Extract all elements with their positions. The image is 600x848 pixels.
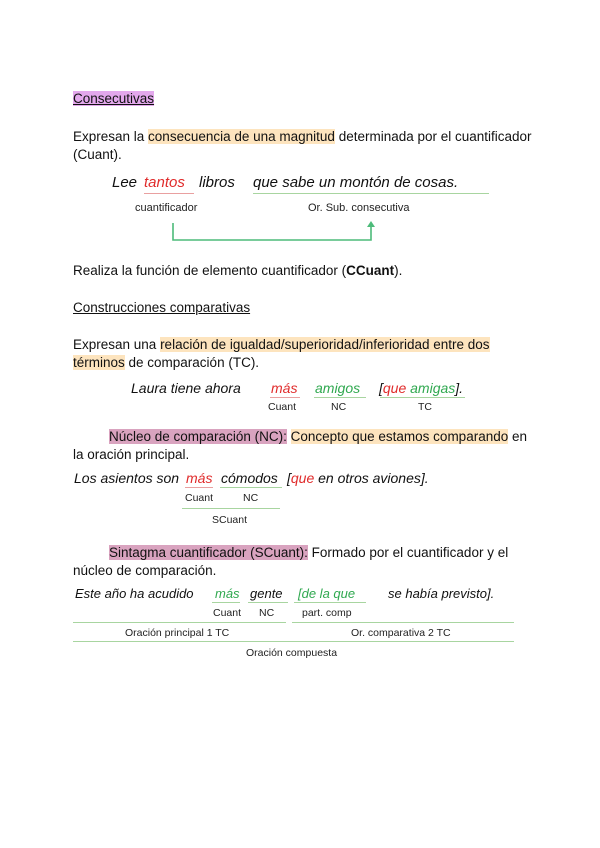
ex1-word-tantos: tantos bbox=[144, 174, 185, 191]
ex3-label-cuant: Cuant bbox=[185, 492, 214, 504]
ex3-underline-scuant bbox=[182, 508, 280, 509]
ex4-underline-gente bbox=[248, 602, 288, 603]
ex3-underline-comodos bbox=[220, 487, 282, 488]
ex2-word-laura: Laura tiene ahora bbox=[131, 380, 241, 396]
ex2-word-mas: más bbox=[271, 380, 298, 396]
ex2-label-nc: NC bbox=[331, 401, 347, 413]
ex1-arrow bbox=[170, 220, 380, 244]
ex4-label-nc: NC bbox=[259, 607, 275, 619]
ex4-underline-de-la-que bbox=[294, 602, 366, 603]
ex4-underline-mas bbox=[212, 602, 240, 603]
ex4-label-comparativa: Or. comparativa 2 TC bbox=[351, 627, 451, 639]
ex2-word-amigos: amigos bbox=[315, 380, 361, 396]
ex1-label-cuantificador: cuantificador bbox=[135, 202, 198, 214]
ex4-label-part-comp: part. comp bbox=[302, 607, 352, 619]
ex3-word-mas: más bbox=[186, 470, 213, 486]
ex2-underline-tc bbox=[380, 397, 465, 398]
ex4-word-de-la-que: [de la que bbox=[298, 586, 356, 601]
ex3-tc: [que en otros aviones]. bbox=[287, 470, 429, 486]
paragraph-comparativas: Expresan una relación de igualdad/superioridad/inferioridad entre dos términos de comparación (TC). bbox=[73, 337, 490, 370]
ex3-label-nc: NC bbox=[243, 492, 259, 504]
section-title-consecutivas: Consecutivas bbox=[73, 91, 155, 106]
ex3-word-comodos: cómodos bbox=[221, 470, 278, 486]
ex4-word-este-ano: Este año ha acudido bbox=[75, 586, 194, 601]
ex2-underline-mas bbox=[270, 397, 300, 398]
ex3-label-scuant: SCuant bbox=[212, 514, 248, 526]
ex1-underline-cuant bbox=[144, 193, 194, 194]
ex1-clause: que sabe un montón de cosas. bbox=[253, 174, 459, 191]
ex2-label-cuant: Cuant bbox=[268, 401, 297, 413]
ex3-underline-mas bbox=[185, 487, 213, 488]
ex4-word-previsto: se había previsto]. bbox=[388, 586, 495, 601]
section-title-comparativas: Construcciones comparativas bbox=[73, 300, 251, 315]
ex1-label-or-sub: Or. Sub. consecutiva bbox=[308, 202, 410, 214]
ex4-label-principal: Oración principal 1 TC bbox=[125, 627, 230, 639]
ex3-word-asientos: Los asientos son bbox=[74, 470, 180, 486]
paragraph-nucleo: Núcleo de comparación (NC): Concepto que estamos comparando en la oración principal. bbox=[73, 429, 528, 462]
ex4-label-cuant: Cuant bbox=[213, 607, 242, 619]
ex2-underline-amigos bbox=[314, 397, 366, 398]
paragraph-consecutivas: Expresan la consecuencia de una magnitud determinada por el cuantificador (Cuant). bbox=[73, 129, 532, 162]
ex4-underline-comparativa bbox=[292, 622, 514, 623]
ex4-underline-compuesta bbox=[73, 641, 514, 642]
ex4-underline-principal bbox=[73, 622, 286, 623]
ex2-tc: [que amigas]. bbox=[379, 380, 464, 396]
ex2-label-tc: TC bbox=[418, 401, 432, 413]
ex4-word-mas: más bbox=[215, 586, 240, 601]
ex1-word-lee: Lee bbox=[112, 174, 138, 191]
paragraph-funcion: Realiza la función de elemento cuantificador (CCuant). bbox=[73, 263, 403, 278]
ex4-label-compuesta: Oración compuesta bbox=[246, 647, 338, 659]
ex1-underline-clause bbox=[253, 193, 489, 194]
ex4-word-gente: gente bbox=[250, 586, 283, 601]
paragraph-sintagma: Sintagma cuantificador (SCuant): Formado por el cuantificador y el núcleo de comparación. bbox=[73, 545, 509, 578]
ex1-word-libros: libros bbox=[199, 174, 235, 191]
